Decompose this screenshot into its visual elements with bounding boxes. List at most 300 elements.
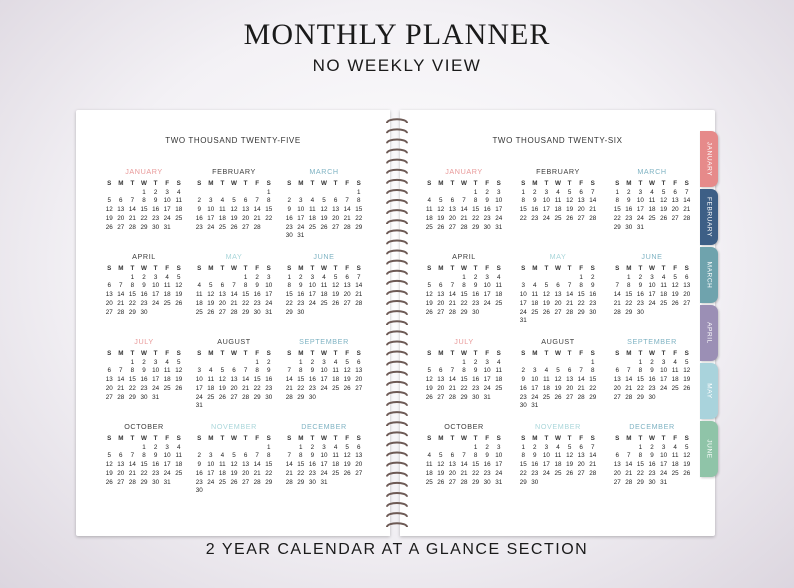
day-number: 15 [128, 376, 136, 384]
weekday-letter: T [220, 435, 225, 442]
day-number: 1 [142, 443, 146, 451]
day-number: 25 [554, 469, 562, 477]
blank-day [103, 274, 115, 283]
weekday-letter: F [165, 350, 170, 357]
day-number: 10 [636, 197, 644, 205]
day-number: 1 [243, 273, 248, 281]
day-number: 22 [297, 384, 305, 392]
tab-june[interactable] [700, 421, 718, 477]
day-number: 16 [636, 291, 644, 299]
day-number: 3 [165, 443, 169, 451]
day-number: 23 [152, 469, 160, 477]
day-grid [611, 350, 692, 402]
blank-day [228, 444, 240, 453]
day-number: 31 [163, 478, 171, 486]
weekday-letter: M [118, 265, 124, 272]
day-number: 11 [671, 367, 679, 375]
day-number: 24 [163, 214, 171, 222]
day-number: 24 [531, 393, 539, 401]
day-number: 5 [427, 282, 431, 290]
day-number: 10 [195, 376, 203, 384]
day-number: 22 [472, 469, 480, 477]
weekday-letter: T [473, 265, 478, 272]
weekday-letter: W [461, 265, 467, 272]
weekday-letter: S [287, 350, 292, 357]
weekday-letter: T [333, 350, 338, 357]
month-calendar [514, 422, 602, 507]
day-grid [103, 435, 184, 487]
day-number: 1 [299, 443, 303, 451]
weekday-letter: S [287, 180, 292, 187]
day-number: 16 [648, 461, 656, 469]
day-number: 27 [105, 308, 113, 316]
day-number: 13 [448, 461, 456, 469]
day-number: 5 [322, 197, 326, 205]
day-number: 24 [519, 308, 527, 316]
day-number: 4 [220, 452, 225, 460]
month-calendar [420, 252, 508, 337]
day-number: 25 [648, 214, 656, 222]
month-name: NOVEMBER [535, 422, 581, 431]
day-number: 26 [343, 384, 351, 392]
day-number: 20 [332, 214, 340, 222]
weekday-letter: F [485, 180, 490, 187]
weekday-letter: W [649, 265, 655, 272]
day-number: 13 [437, 376, 445, 384]
weekday-letter: M [626, 265, 632, 272]
day-number: 5 [232, 197, 236, 205]
weekday-letter: S [615, 265, 620, 272]
day-number: 7 [130, 197, 135, 205]
day-number: 16 [472, 291, 480, 299]
weekday-letter: T [544, 265, 549, 272]
day-number: 16 [308, 376, 316, 384]
day-number: 9 [310, 452, 315, 460]
month-calendar [282, 252, 366, 337]
day-number: 18 [554, 461, 562, 469]
day-number: 19 [230, 214, 238, 222]
day-number: 9 [627, 197, 631, 205]
day-number: 8 [255, 367, 259, 375]
weekday-letter: S [521, 350, 526, 357]
month-calendar [192, 252, 276, 337]
spiral-ring [387, 382, 407, 386]
day-number: 11 [219, 461, 226, 469]
day-number: 25 [671, 384, 679, 392]
day-number: 19 [175, 291, 183, 299]
day-number: 16 [531, 461, 539, 469]
year-heading: TWO THOUSAND TWENTY-FIVE [165, 136, 301, 145]
day-number: 8 [267, 452, 271, 460]
weekday-letter: T [473, 350, 478, 357]
spiral-ring [387, 523, 407, 527]
tab-january[interactable] [700, 131, 718, 187]
blank-day [423, 274, 435, 283]
tab-march[interactable] [700, 247, 718, 303]
day-number: 30 [648, 478, 656, 486]
month-calendar [420, 167, 508, 252]
day-number: 15 [577, 291, 585, 299]
day-number: 9 [267, 367, 271, 375]
day-number: 1 [142, 188, 146, 196]
day-number: 24 [542, 214, 550, 222]
day-number: 8 [473, 452, 478, 460]
day-number: 29 [297, 393, 305, 401]
day-grid [517, 265, 598, 326]
day-number: 1 [130, 358, 135, 366]
day-number: 28 [577, 393, 585, 401]
day-number: 17 [152, 291, 160, 299]
day-grid [283, 350, 364, 402]
day-number: 13 [671, 197, 679, 205]
day-number: 28 [355, 299, 363, 307]
day-number: 17 [531, 384, 539, 392]
day-number: 11 [671, 452, 679, 460]
day-number: 13 [554, 291, 562, 299]
weekday-letter: S [197, 350, 202, 357]
weekday-letter: M [118, 350, 124, 357]
day-number: 28 [242, 393, 250, 401]
day-number: 17 [519, 299, 527, 307]
month-name: FEBRUARY [212, 167, 256, 176]
blank-day [611, 444, 623, 453]
day-number: 2 [197, 452, 201, 460]
day-number: 3 [197, 367, 201, 375]
day-grid [283, 180, 364, 241]
day-number: 4 [177, 443, 181, 451]
day-number: 5 [427, 367, 431, 375]
day-number: 5 [567, 188, 572, 196]
weekday-letter: S [287, 265, 292, 272]
day-number: 6 [439, 367, 443, 375]
weekday-letter: F [579, 350, 584, 357]
day-number: 3 [497, 188, 501, 196]
day-number: 8 [615, 197, 619, 205]
weekday-letter: W [231, 265, 237, 272]
day-number: 5 [177, 358, 181, 366]
day-number: 22 [242, 299, 250, 307]
day-number: 15 [265, 461, 273, 469]
day-number: 28 [128, 223, 136, 231]
day-number: 2 [485, 443, 489, 451]
day-number: 4 [427, 197, 431, 205]
weekday-letter: M [208, 350, 214, 357]
day-number: 5 [107, 197, 111, 205]
day-number: 2 [153, 443, 158, 451]
day-grid [103, 180, 184, 232]
day-number: 21 [285, 384, 293, 392]
day-number: 27 [448, 478, 456, 486]
day-number: 31 [483, 393, 491, 401]
day-number: 14 [613, 291, 621, 299]
day-number: 17 [636, 206, 644, 214]
weekday-letter: S [266, 435, 271, 442]
day-number: 27 [242, 478, 250, 486]
weekday-letter: M [298, 350, 304, 357]
weekday-letter: S [684, 180, 689, 187]
day-number: 28 [285, 478, 293, 486]
spiral-ring [387, 160, 407, 164]
blank-day [575, 359, 587, 368]
day-number: 9 [650, 367, 654, 375]
day-number: 18 [163, 376, 171, 384]
day-number: 28 [589, 214, 597, 222]
day-number: 3 [485, 273, 489, 281]
day-number: 7 [450, 367, 455, 375]
tab-april[interactable] [700, 305, 718, 361]
day-number: 20 [105, 384, 113, 392]
day-number: 10 [308, 282, 316, 290]
weekday-letter: T [450, 435, 455, 442]
day-number: 8 [243, 282, 248, 290]
month-name: MAY [225, 252, 243, 261]
day-number: 2 [267, 358, 271, 366]
day-number: 12 [554, 376, 562, 384]
day-number: 27 [554, 308, 562, 316]
tab-label: JUNE [705, 439, 713, 459]
weekday-letter: M [208, 435, 214, 442]
weekday-letter: S [356, 435, 361, 442]
month-calendar [192, 337, 276, 422]
day-number: 11 [219, 206, 226, 214]
day-number: 26 [320, 223, 328, 231]
weekday-letter: F [673, 350, 678, 357]
day-number: 17 [648, 291, 656, 299]
spiral-ring [387, 281, 407, 285]
day-number: 12 [105, 206, 113, 214]
day-number: 25 [218, 478, 226, 486]
blank-day [295, 189, 307, 198]
day-number: 27 [332, 223, 340, 231]
weekday-letter: T [473, 435, 478, 442]
weekday-letter: M [438, 435, 444, 442]
day-number: 19 [425, 299, 433, 307]
year-calendar-grid [102, 167, 366, 507]
spiral-ring [387, 483, 407, 487]
day-number: 24 [265, 299, 273, 307]
blank-day [205, 444, 217, 453]
day-number: 17 [297, 214, 305, 222]
weekday-letter: S [356, 350, 361, 357]
day-number: 20 [343, 291, 351, 299]
day-number: 13 [117, 461, 125, 469]
day-number: 16 [265, 376, 273, 384]
spiral-ring [387, 453, 407, 457]
weekday-letter: F [255, 180, 260, 187]
day-number: 19 [320, 214, 328, 222]
day-number: 2 [255, 273, 259, 281]
tab-may[interactable] [700, 363, 718, 419]
day-number: 6 [107, 282, 111, 290]
month-calendar [420, 337, 508, 422]
day-number: 25 [531, 308, 539, 316]
weekday-letter: M [438, 265, 444, 272]
day-number: 18 [554, 206, 562, 214]
day-number: 15 [519, 206, 527, 214]
day-number: 2 [650, 443, 654, 451]
day-number: 8 [627, 282, 631, 290]
weekday-letter: F [345, 265, 350, 272]
day-number: 16 [483, 206, 491, 214]
day-number: 2 [650, 358, 654, 366]
day-number: 2 [299, 273, 303, 281]
day-number: 12 [218, 376, 226, 384]
day-number: 20 [577, 461, 585, 469]
day-number: 23 [152, 214, 160, 222]
day-number: 27 [230, 393, 238, 401]
spiral-ring [387, 291, 407, 295]
day-number: 29 [636, 478, 644, 486]
weekday-letter: T [153, 265, 158, 272]
day-number: 7 [450, 282, 455, 290]
month-calendar [282, 167, 366, 252]
day-number: 21 [589, 461, 597, 469]
day-number: 27 [437, 393, 445, 401]
day-number: 4 [322, 273, 326, 281]
day-grid [423, 180, 504, 232]
day-number: 15 [472, 461, 480, 469]
month-name: NOVEMBER [211, 422, 257, 431]
day-number: 10 [495, 452, 503, 460]
blank-day [240, 444, 252, 453]
weekday-letter: W [321, 180, 327, 187]
day-number: 23 [648, 384, 656, 392]
day-number: 28 [625, 478, 633, 486]
day-number: 18 [495, 291, 503, 299]
day-number: 26 [425, 393, 433, 401]
month-name: MAY [549, 252, 567, 261]
day-number: 9 [473, 282, 478, 290]
blank-day [447, 189, 459, 198]
weekday-letter: F [165, 265, 170, 272]
day-number: 5 [556, 367, 560, 375]
spiral-ring [387, 261, 407, 265]
day-grid [283, 435, 364, 487]
month-name: MARCH [637, 167, 667, 176]
day-number: 28 [613, 308, 621, 316]
weekday-letter: S [427, 350, 432, 357]
day-number: 3 [209, 452, 213, 460]
month-name: SEPTEMBER [299, 337, 349, 346]
weekday-letter: T [638, 265, 643, 272]
day-number: 11 [175, 197, 183, 205]
day-number: 7 [567, 282, 572, 290]
day-number: 2 [473, 273, 478, 281]
day-number: 1 [299, 358, 303, 366]
day-number: 3 [638, 188, 643, 196]
day-grid [517, 435, 598, 487]
day-number: 28 [117, 308, 125, 316]
month-calendar [192, 167, 276, 252]
day-number: 11 [332, 367, 339, 375]
day-number: 7 [243, 367, 248, 375]
day-number: 6 [119, 197, 123, 205]
day-number: 24 [195, 393, 203, 401]
blank-day [127, 444, 139, 453]
weekday-letter: F [579, 265, 584, 272]
month-name: MARCH [309, 167, 339, 176]
day-number: 18 [218, 214, 226, 222]
day-number: 12 [230, 461, 238, 469]
day-number: 9 [197, 206, 201, 214]
day-number: 26 [683, 469, 691, 477]
day-number: 1 [521, 188, 525, 196]
day-number: 4 [650, 188, 654, 196]
day-number: 8 [357, 197, 361, 205]
tab-february[interactable] [700, 189, 718, 245]
day-number: 12 [437, 206, 445, 214]
day-number: 15 [625, 291, 633, 299]
day-number: 16 [285, 214, 293, 222]
day-number: 30 [285, 232, 293, 240]
month-name: JULY [454, 337, 474, 346]
weekday-letter: M [438, 350, 444, 357]
day-number: 2 [485, 188, 489, 196]
day-number: 31 [163, 223, 171, 231]
weekday-letter: M [208, 265, 214, 272]
weekday-letter: S [496, 350, 501, 357]
day-number: 4 [544, 367, 549, 375]
day-number: 7 [255, 197, 259, 205]
day-number: 27 [343, 299, 351, 307]
year-heading: TWO THOUSAND TWENTY-SIX [492, 136, 623, 145]
day-number: 9 [485, 197, 489, 205]
month-calendar [282, 337, 366, 422]
day-number: 7 [119, 367, 123, 375]
day-number: 26 [343, 469, 351, 477]
day-number: 3 [165, 188, 169, 196]
blank-day [240, 189, 252, 198]
weekday-letter: T [130, 435, 135, 442]
day-number: 27 [566, 393, 574, 401]
blank-day [217, 359, 229, 368]
blank-day [623, 444, 635, 453]
day-number: 4 [197, 282, 201, 290]
day-number: 22 [285, 299, 293, 307]
day-number: 2 [197, 197, 201, 205]
day-number: 24 [308, 299, 316, 307]
day-number: 18 [218, 469, 226, 477]
day-number: 20 [577, 206, 585, 214]
blank-day [228, 274, 240, 283]
weekday-letter: W [141, 350, 147, 357]
day-number: 27 [105, 393, 113, 401]
weekday-letter: S [496, 265, 501, 272]
day-number: 26 [175, 299, 183, 307]
day-number: 3 [299, 197, 303, 205]
day-number: 14 [589, 197, 597, 205]
day-number: 10 [542, 197, 550, 205]
day-number: 14 [128, 206, 136, 214]
day-number: 12 [425, 291, 433, 299]
day-number: 3 [267, 273, 271, 281]
day-number: 12 [343, 367, 351, 375]
day-number: 31 [495, 478, 503, 486]
day-number: 27 [577, 469, 585, 477]
day-number: 15 [636, 376, 644, 384]
day-number: 23 [472, 299, 480, 307]
day-number: 12 [332, 282, 340, 290]
day-number: 21 [128, 469, 136, 477]
day-number: 31 [195, 402, 203, 410]
day-number: 11 [175, 452, 183, 460]
day-number: 29 [140, 478, 148, 486]
day-number: 28 [566, 308, 574, 316]
day-number: 18 [542, 384, 550, 392]
day-number: 5 [685, 358, 689, 366]
day-number: 13 [577, 197, 585, 205]
day-number: 22 [128, 299, 136, 307]
